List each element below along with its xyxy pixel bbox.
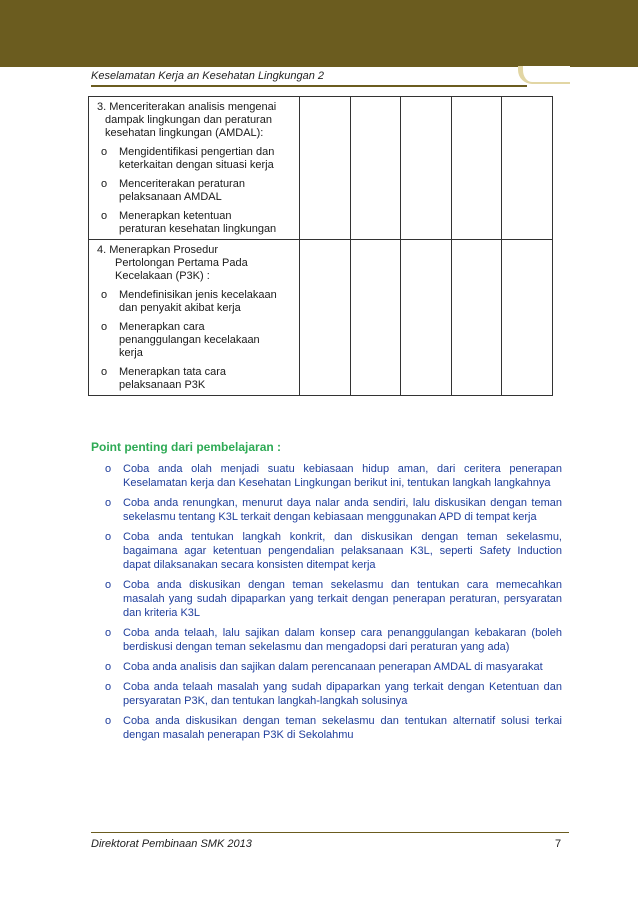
blank-cell — [502, 240, 553, 396]
list-item — [102, 462, 562, 490]
blank-cell — [350, 240, 401, 396]
point-text: Coba anda telaah, lalu sajikan dalam konsep cara penanggulangan kebakaran (boleh berdiskusi dengan teman sekelasmu dan mengadopsi dari peraturan yang ada) — [123, 627, 562, 653]
table-row — [89, 240, 553, 396]
sub-competency-list — [95, 146, 293, 236]
point-text: Coba anda tentukan langkah konkrit, dan diskusikan dengan teman sekelasmu, bagaimana agar ketentuan pengendalian pelaksanaan K3L, seperti Safety Induction dapat dilaksanakan secara konsisten ditempat kerja — [123, 531, 562, 571]
item-line: pelaksanaan AMDAL — [119, 191, 222, 203]
title-line: 3. Menceriterakan analisis mengenai — [97, 101, 277, 113]
title-line: kesehatan lingkungan (AMDAL): — [105, 127, 264, 139]
row-description — [89, 97, 300, 240]
item-line: Menceriterakan peraturan — [119, 178, 245, 190]
blank-cell — [300, 97, 351, 240]
circle-bullet-icon: o — [105, 627, 112, 639]
circle-bullet-icon: o — [105, 579, 112, 591]
footer-text: Direktorat Pembinaan SMK 2013 — [91, 838, 252, 850]
circle-bullet-icon: o — [101, 210, 108, 222]
page-number: 7 — [555, 838, 562, 850]
circle-bullet-icon: o — [105, 463, 112, 475]
list-item — [102, 578, 562, 620]
list-item — [102, 496, 562, 524]
circle-bullet-icon: o — [101, 178, 108, 190]
sub-competency-list — [95, 289, 293, 392]
item-line: Menerapkan cara — [119, 321, 205, 333]
item-line: dan penyakit akibat kerja — [119, 302, 241, 314]
title-line: 4. Menerapkan Prosedur — [97, 244, 219, 256]
list-item — [95, 366, 293, 392]
row-description — [89, 240, 300, 396]
circle-bullet-icon: o — [101, 321, 108, 333]
circle-bullet-icon: o — [105, 661, 112, 673]
competency-table — [88, 96, 553, 396]
title-line: Kecelakaan (P3K) : — [115, 270, 210, 282]
list-item — [95, 289, 293, 315]
list-item — [95, 210, 293, 236]
item-line: keterkaitan dengan situasi kerja — [119, 159, 274, 171]
circle-bullet-icon: o — [101, 289, 108, 301]
blank-cell — [350, 97, 401, 240]
list-item — [95, 178, 293, 204]
circle-bullet-icon: o — [101, 146, 108, 158]
competency-title — [95, 101, 293, 140]
point-text: Coba anda telaah masalah yang sudah dipaparkan yang terkait dengan Ketentuan dan persyaratan P3K, dan tentukan langkah-langkah solusinya — [123, 681, 562, 707]
item-line: Mengidentifikasi pengertian dan — [119, 146, 275, 158]
circle-bullet-icon: o — [105, 531, 112, 543]
point-text: Coba anda olah menjadi suatu kebiasaan hidup aman, dari ceritera penerapan Keselamatan kerja dan Kesehatan Lingkungan berikut ini, tentukan langkah langkahnya — [123, 463, 562, 489]
table-row — [89, 97, 553, 240]
title-line: Pertolongan Pertama Pada — [115, 257, 248, 269]
running-header-title: Keselamatan Kerja an Kesehatan Lingkungan 2 — [91, 70, 325, 82]
item-line: peraturan kesehatan lingkungan — [119, 223, 277, 235]
blank-cell — [451, 240, 502, 396]
list-item — [95, 321, 293, 360]
header-band — [0, 0, 638, 67]
point-text: Coba anda diskusikan dengan teman sekelasmu dan tentukan alternatif solusi terkai dengan masalah penerapan P3K di Sekolahmu — [123, 715, 562, 741]
header-rule — [91, 85, 527, 87]
blank-cell — [401, 240, 452, 396]
circle-bullet-icon: o — [101, 366, 108, 378]
blank-cell — [300, 240, 351, 396]
item-line: penanggulangan kecelakaan — [119, 334, 260, 346]
item-line: pelaksanaan P3K — [119, 379, 206, 391]
list-item — [102, 680, 562, 708]
list-item — [102, 714, 562, 742]
item-line: Menerapkan tata cara — [119, 366, 227, 378]
item-line: Menerapkan ketentuan — [119, 210, 232, 222]
list-item — [102, 660, 562, 674]
blank-cell — [451, 97, 502, 240]
list-item — [95, 146, 293, 172]
footer-rule — [91, 832, 569, 833]
circle-bullet-icon: o — [105, 681, 112, 693]
learning-points-list — [102, 462, 562, 748]
point-text: Coba anda renungkan, menurut daya nalar anda sendiri, lalu diskusikan dengan teman sekelasmu tentang K3L terkait dengan kebiasaan menggunakan APD di tempat kerja — [123, 497, 562, 523]
section-heading: Point penting dari pembelajaran : — [91, 440, 282, 454]
circle-bullet-icon: o — [105, 497, 112, 509]
blank-cell — [502, 97, 553, 240]
title-line: dampak lingkungan dan peraturan — [105, 114, 272, 126]
list-item — [102, 626, 562, 654]
circle-bullet-icon: o — [105, 715, 112, 727]
point-text: Coba anda analisis dan sajikan dalam perencanaan penerapan AMDAL di masyarakat — [123, 661, 543, 673]
item-line: kerja — [119, 347, 143, 359]
header-tab-decoration — [518, 66, 570, 84]
list-item — [102, 530, 562, 572]
point-text: Coba anda diskusikan dengan teman sekelasmu dan tentukan cara memecahkan masalah yang sudah dipaparkan yang terkait dengan penerapan peraturan, persyaratan dan kriteria K3L — [123, 579, 562, 619]
competency-title — [95, 244, 293, 283]
blank-cell — [401, 97, 452, 240]
item-line: Mendefinisikan jenis kecelakaan — [119, 289, 277, 301]
